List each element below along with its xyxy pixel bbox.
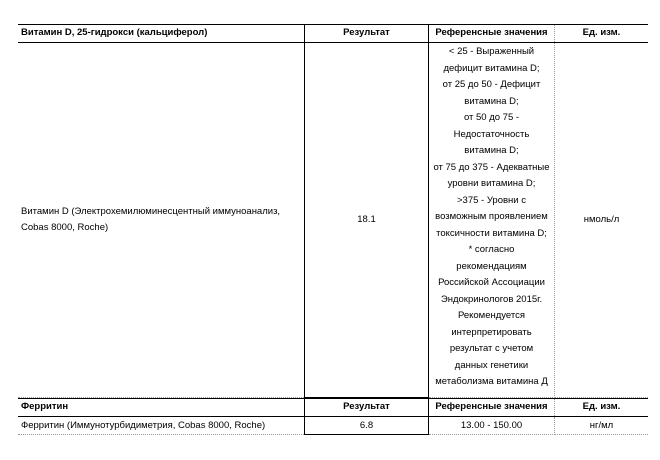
ferritin-result-row bbox=[18, 417, 648, 435]
reference-line: уровни витамина D; bbox=[447, 178, 536, 189]
ferritin-test-name: Ферритин (Иммунотурбидиметрия, Cobas 8000, Roche) bbox=[18, 417, 304, 435]
reference-line: данных генетики bbox=[454, 359, 529, 371]
reference-line: от 25 до 50 - Дефицит bbox=[442, 79, 541, 90]
reference-line: метаболизма витамина Д bbox=[435, 376, 548, 387]
reference-line: интерпретировать bbox=[451, 326, 532, 338]
reference-line: * согласно bbox=[468, 244, 515, 255]
vitamin-d-reference-values bbox=[429, 43, 555, 398]
reference-line: дефицит витамина D; bbox=[443, 62, 540, 74]
reference-line: от 75 до 375 - Адекватные bbox=[433, 161, 550, 173]
reference-line: токсичности витамина D; bbox=[436, 227, 547, 239]
vitamin-d-result-value bbox=[304, 43, 429, 398]
reference-line: Рекомендуется bbox=[457, 310, 526, 321]
reference-line: витамина D; bbox=[464, 145, 519, 156]
ferritin-section-title: Ферритин bbox=[21, 401, 69, 412]
ferritin-header-row bbox=[18, 398, 648, 417]
result-column-header: Результат bbox=[304, 25, 429, 42]
reference-line: < 25 - Выраженный bbox=[448, 46, 535, 57]
vitamin-d-units bbox=[555, 43, 648, 398]
reference-line: возможным проявлением bbox=[435, 211, 548, 222]
result-column-header: Результат bbox=[304, 399, 429, 416]
vitamin-d-section-title: Витамин D, 25-гидрокси (кальциферол) bbox=[21, 27, 208, 38]
reference-line: >375 - Уровни с bbox=[456, 194, 526, 206]
reference-line: Недостаточность bbox=[453, 128, 530, 140]
vitamin-d-test-name-text: Витамин D (Электрохемилюминесцентный иммуноанализ, Cobas 8000, Roche) bbox=[21, 206, 281, 233]
reference-line: от 50 до 75 - bbox=[463, 112, 520, 123]
reference-line: Эндокринологов 2015г. bbox=[440, 293, 543, 305]
reference-line: результат с учетом bbox=[449, 343, 534, 354]
ferritin-units: нг/мл bbox=[555, 417, 648, 435]
reference-line: Российской Ассоциации bbox=[438, 277, 545, 288]
units-column-header: Ед. изм. bbox=[582, 27, 621, 38]
vitamin-d-header-row bbox=[18, 24, 648, 43]
reference-line: витамина D; bbox=[464, 95, 519, 107]
vitamin-d-test-name bbox=[18, 43, 304, 398]
lab-results-table bbox=[18, 24, 648, 435]
ferritin-reference-values: 13.00 - 150.00 bbox=[429, 417, 555, 435]
units-column-header: Ед. изм. bbox=[582, 401, 621, 412]
vitamin-d-units-text: нмоль/л bbox=[583, 214, 620, 225]
vitamin-d-result-text: 18.1 bbox=[357, 214, 376, 225]
vitamin-d-result-row bbox=[18, 43, 648, 398]
reference-column-header: Референсные значения bbox=[429, 399, 555, 416]
ferritin-result-value: 6.8 bbox=[304, 417, 429, 435]
reference-column-header: Референсные значения bbox=[429, 25, 555, 42]
reference-line: рекомендациям bbox=[456, 260, 527, 272]
